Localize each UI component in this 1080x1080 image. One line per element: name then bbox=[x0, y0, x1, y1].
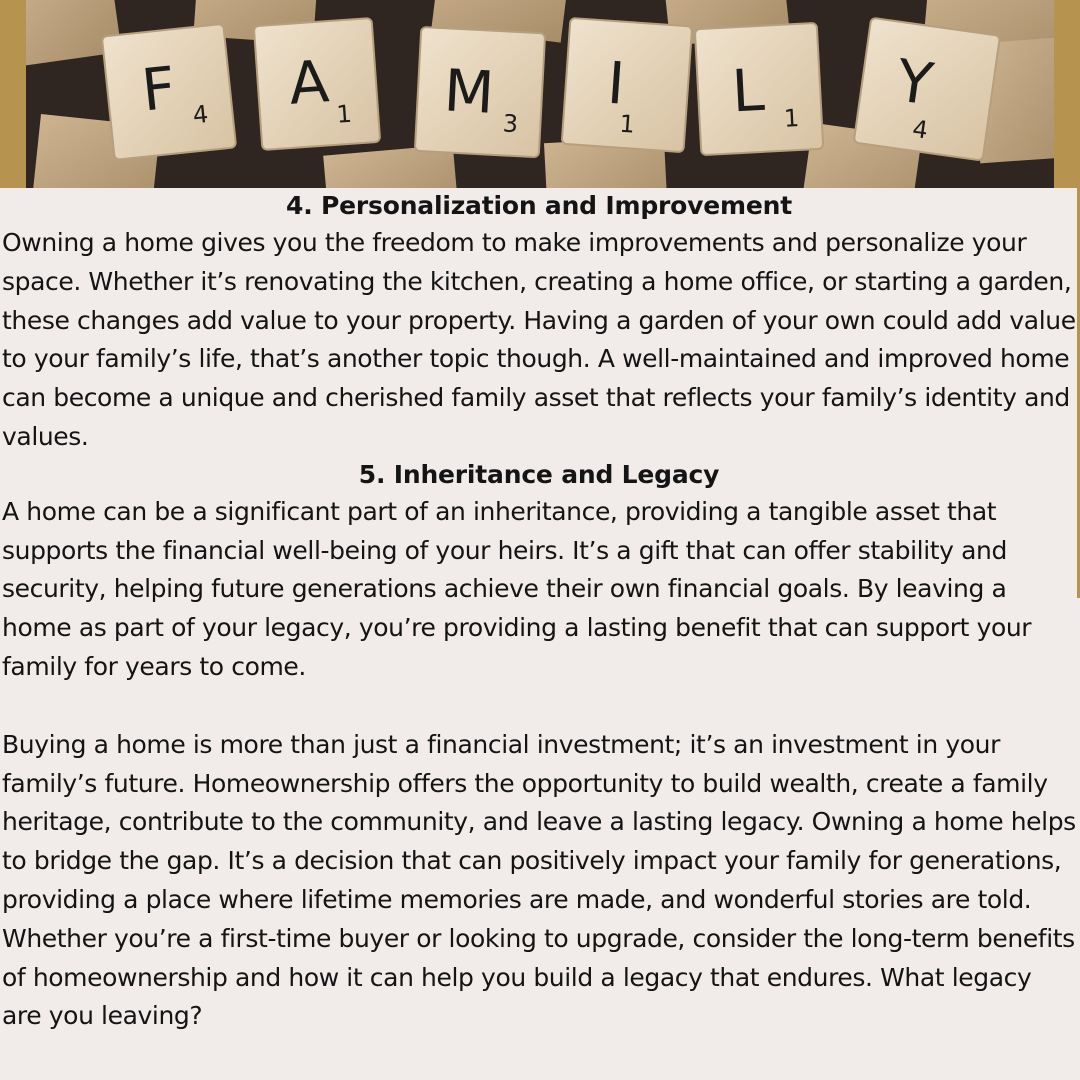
section-5-body: A home can be a significant part of an inheritance, providing a tangible asset that supports the financial well-being of your heirs. It’s a gift that can offer stability and security, helping future generations achieve their own financial goals. By leaving a home as part of your legacy, you’re providing a lasting benefit that can support your family for years to come. bbox=[2, 496, 1032, 681]
svg-text:Y: Y bbox=[892, 46, 937, 119]
svg-text:3: 3 bbox=[502, 109, 519, 139]
tile-y bbox=[854, 18, 1000, 161]
svg-text:1: 1 bbox=[783, 103, 800, 133]
svg-text:1: 1 bbox=[335, 99, 353, 129]
scrabble-tiles-illustration bbox=[26, 0, 1054, 188]
svg-text:4: 4 bbox=[910, 114, 930, 145]
tile-a bbox=[254, 18, 380, 150]
section-4-heading: 4. Personalization and Improvement bbox=[286, 191, 792, 220]
svg-text:4: 4 bbox=[191, 99, 210, 130]
section-5-heading: 5. Inheritance and Legacy bbox=[358, 459, 720, 489]
svg-text:I: I bbox=[605, 48, 627, 118]
paragraph-spacer bbox=[0, 687, 1078, 726]
gold-frame-right bbox=[1054, 0, 1080, 188]
svg-text:L: L bbox=[730, 55, 767, 126]
svg-text:F: F bbox=[138, 53, 179, 125]
svg-text:M: M bbox=[442, 56, 496, 127]
section-4-body: Owning a home gives you the freedom to make improvements and personalize your space. Whether it’s renovating the kitchen, creating a home office, or starting a garden, these changes add value to your property. Having a garden of your own could add value to your family’s life, that’s another topic though. A well-maintained and improved home can become a unique and cherished family asset that reflects your family’s identity and values. bbox=[2, 228, 1076, 451]
article-content bbox=[0, 188, 1078, 1036]
hero-image-family-tiles bbox=[26, 0, 1054, 188]
svg-text:A: A bbox=[286, 47, 332, 118]
gold-frame-left bbox=[0, 0, 26, 188]
tile-l bbox=[695, 23, 823, 155]
tile-f bbox=[102, 24, 236, 160]
svg-text:1: 1 bbox=[618, 109, 636, 139]
conclusion-body: Buying a home is more than just a financial investment; it’s an investment in your family’s future. Homeownership offers the opportunity to build wealth, create a family heritage, contribute to the community, and leave a lasting legacy. Owning a home helps to bridge the gap. It’s a decision that can positively impact your family for generations, providing a place where lifetime memories are made, and wonderful stories are told. Whether you’re a first-time buyer or looking to upgrade, consider the long-term benefits of homeownership and how it can help you build a legacy that endures. What legacy are you leaving? bbox=[2, 729, 1076, 1031]
tile-i bbox=[562, 18, 692, 152]
tile-m bbox=[415, 27, 545, 157]
